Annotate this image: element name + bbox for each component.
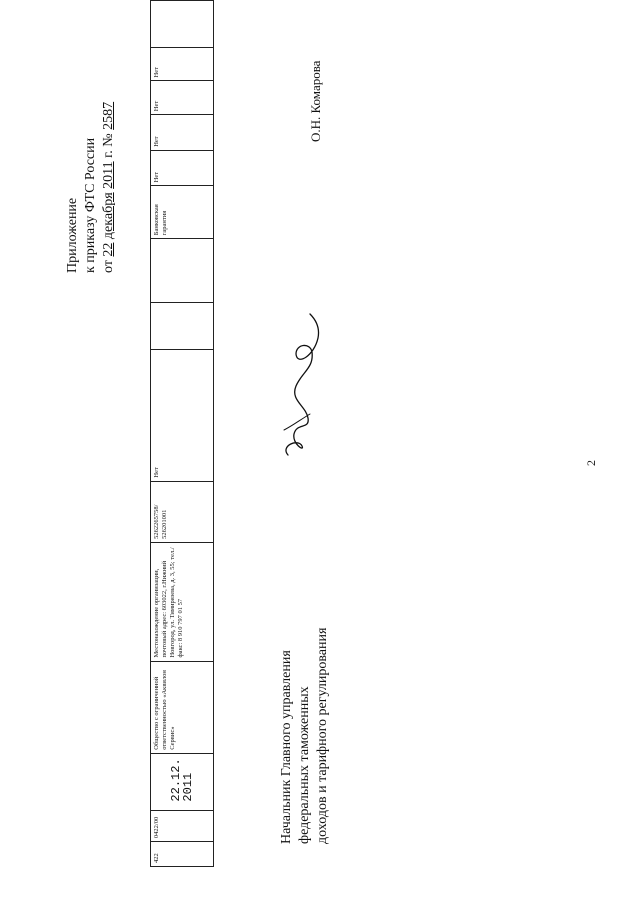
chief-title xyxy=(278,628,332,844)
date-line-2: 2011 xyxy=(181,772,195,802)
table-cell xyxy=(151,1,214,48)
appendix-number: 2587 xyxy=(101,101,116,130)
table-cell xyxy=(151,239,214,302)
guarantee-cell: Банковская гарантия xyxy=(151,186,214,239)
appendix-title: Приложение xyxy=(65,197,80,273)
table-cell: Нет xyxy=(151,47,214,81)
page-number: 2 xyxy=(584,460,598,466)
signer-name: О.Н. Комарова xyxy=(308,60,323,142)
organization-cell: Общество с ограниченной ответственностью «Аквилон Сервис» xyxy=(151,661,214,753)
registry-table xyxy=(150,0,214,867)
address-cell: Местонахождение организации, почтовый адрес: 603022, г.Нижний Новгород, ул. Тимирязева, д. 3, 55; тел./факс: 8 910 797 01 57 xyxy=(151,542,214,661)
chief-title-line-1: Начальник Главного управления xyxy=(279,650,294,844)
appendix-from: от xyxy=(101,260,116,273)
appendix-month: декабря xyxy=(101,192,116,240)
chief-title-line-3: доходов и тарифного регулирования xyxy=(315,627,330,844)
appendix-day: 22 xyxy=(101,242,116,257)
table-cell: Нет xyxy=(151,350,214,481)
appendix-year-suffix: г. xyxy=(101,150,116,158)
row-number-cell: 422 xyxy=(151,842,214,867)
appendix-year: 2011 xyxy=(101,161,116,189)
appendix-date-line xyxy=(100,102,118,273)
table-row xyxy=(151,1,214,867)
table-cell: Нет xyxy=(151,81,214,115)
table-cell: Нет xyxy=(151,115,214,151)
table-cell: Нет xyxy=(151,150,214,186)
registry-number-cell: 0422/00 xyxy=(151,810,214,842)
inn-kpp-cell: 5262265758/ 526201001 xyxy=(151,481,214,542)
appendix-number-sign: № xyxy=(101,133,116,147)
date-cell xyxy=(151,753,214,810)
table-cell xyxy=(151,302,214,349)
date-line-1: 22.12. xyxy=(169,758,183,802)
appendix-order-ref: к приказу ФТС России xyxy=(83,137,98,273)
handwritten-signature xyxy=(270,310,340,460)
chief-title-line-2: федеральных таможенных xyxy=(297,686,312,844)
appendix-header xyxy=(64,102,118,273)
